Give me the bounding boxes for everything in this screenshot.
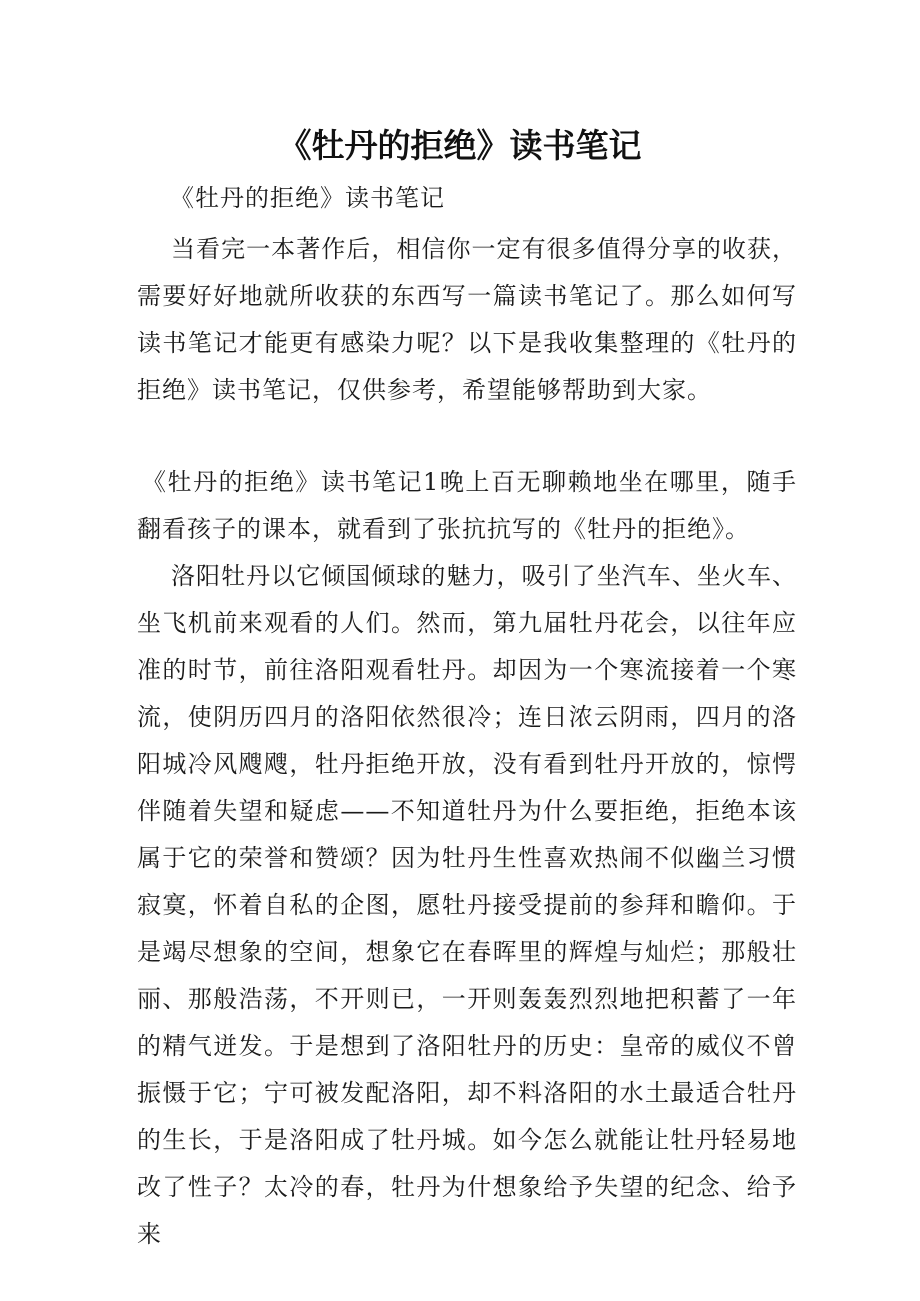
paragraph-first-note: 《牡丹的拒绝》读书笔记1晚上百无聊赖地坐在哪里，随手翻看孩子的课本，就看到了张抗抗写的《牡丹的拒绝》。	[137, 468, 797, 543]
document-subtitle: 《牡丹的拒绝》读书笔记	[170, 184, 445, 212]
paragraph-main: 洛阳牡丹以它倾国倾球的魅力，吸引了坐汽车、坐火车、坐飞机前来观看的人们。然而，第九届牡丹花会，以往年应准的时节，前往洛阳观看牡丹。却因为一个寒流接着一个寒流，使阴历四月的洛阳依然很冷；连日浓云阴雨，四月的洛阳城冷风飕飕，牡丹拒绝开放，没有看到牡丹开放的，惊愕伴随着失望和疑虑——不知道牡丹为什么要拒绝，拒绝本该属于它的荣誉和赞颂？因为牡丹生性喜欢热闹不似幽兰习惯寂寞，怀着自私的企图，愿牡丹接受提前的参拜和瞻仰。于是竭尽想象的空间，想象它在春晖里的辉煌与灿烂；那般壮丽、那般浩荡，不开则已，一开则轰轰烈烈地把积蓄了一年的精气迸发。于是想到了洛阳牡丹的历史：皇帝的威仪不曾振慑于它；宁可被发配洛阳，却不料洛阳的水土最适合牡丹的生长，于是洛阳成了牡丹城。如今怎么就能让牡丹轻易地改了性子？太冷的春，牡丹为什想象给予失望的纪念、给予来	[137, 562, 797, 1248]
paragraph-intro: 当看完一本著作后，相信你一定有很多值得分享的收获，需要好好地就所收获的东西写一篇读书笔记了。那么如何写读书笔记才能更有感染力呢？以下是我收集整理的《牡丹的拒绝》读书笔记，仅供参考，希望能够帮助到大家。	[137, 235, 797, 404]
document-title: 《牡丹的拒绝》读书笔记	[278, 126, 642, 165]
